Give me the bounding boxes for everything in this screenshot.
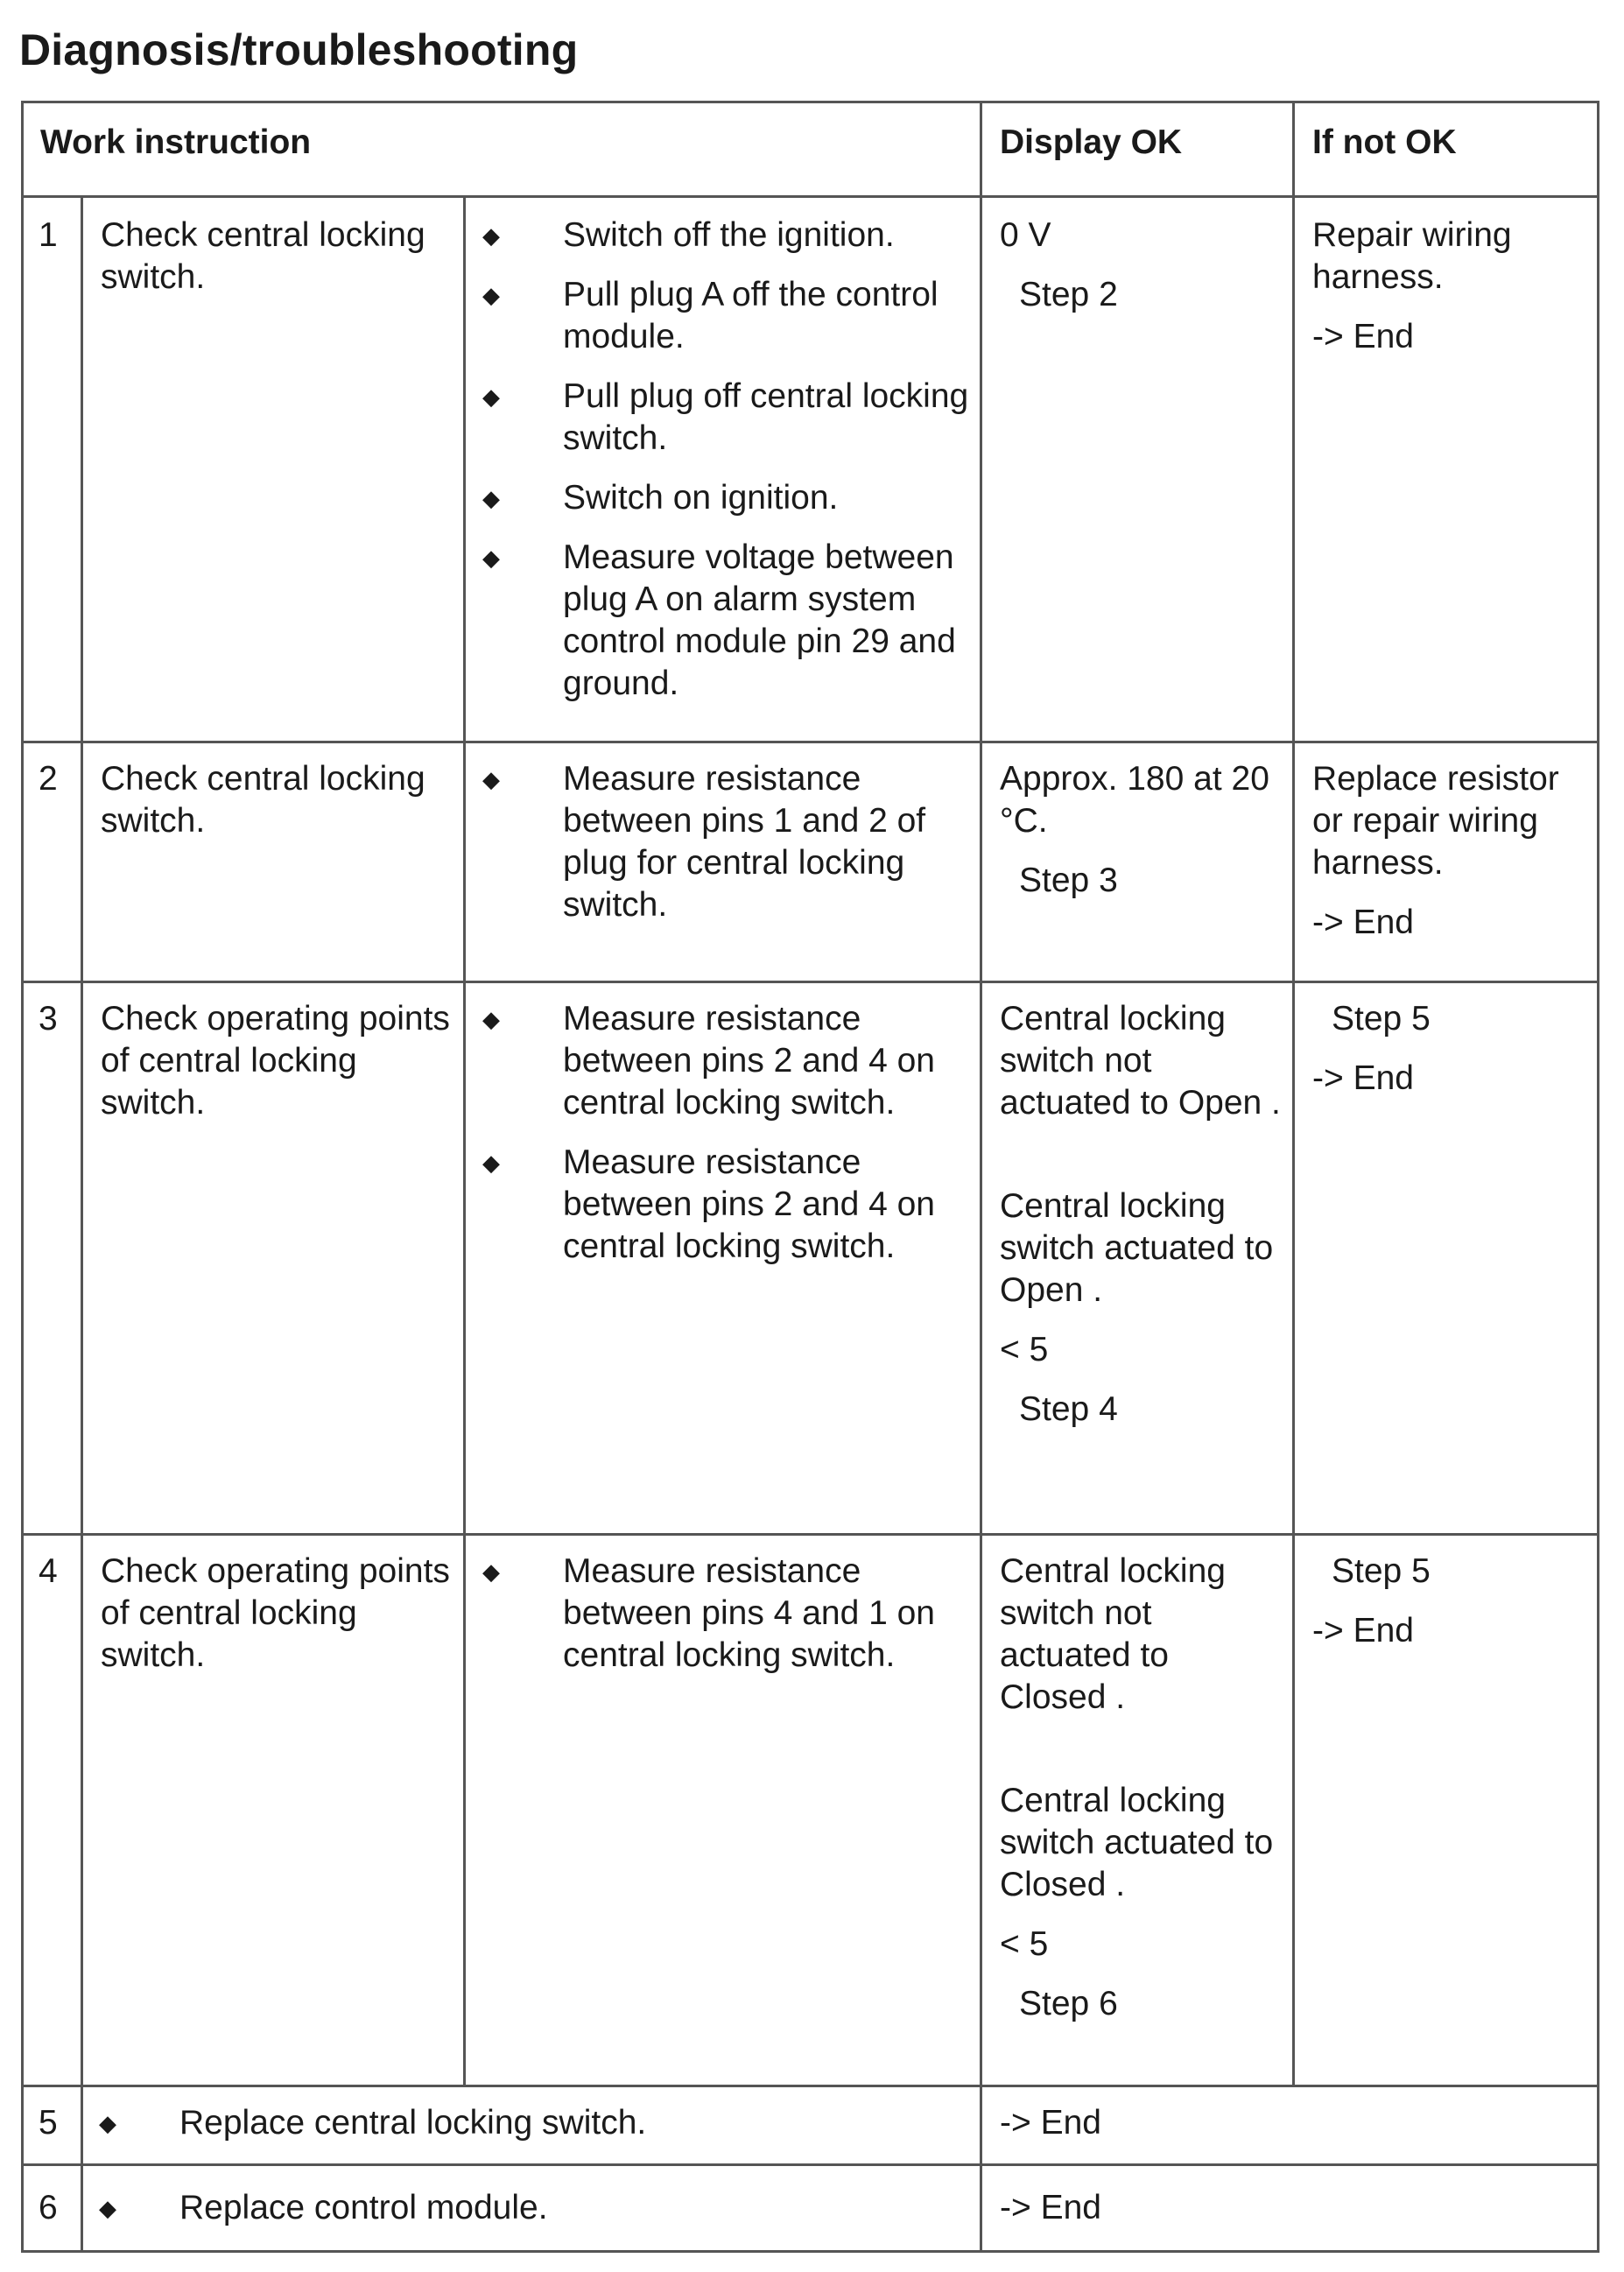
display-condition: Central locking switch not actuated to Closed . — [1000, 1552, 1226, 1716]
display-condition: Central locking switch actuated to Closed . — [1000, 1782, 1274, 1903]
display-ok-cell — [1000, 1551, 1284, 2025]
page-title: Diagnosis/troubleshooting — [19, 25, 579, 74]
row-number: 5 — [39, 2104, 58, 2142]
header-display-ok: Display OK — [1000, 123, 1183, 161]
row-divider — [21, 2163, 1599, 2166]
instruction-step: Switch on ignition. — [563, 479, 839, 517]
row-divider — [21, 2085, 1599, 2087]
check-description: Check operating points of central locking switch. — [101, 1000, 450, 1122]
row-number: 1 — [39, 216, 58, 254]
display-value: < 5 — [1000, 1331, 1049, 1368]
bullet-icon: ◆ — [482, 383, 500, 410]
row-number: 6 — [39, 2189, 58, 2226]
remedy-text: Step 5 — [1332, 1552, 1431, 1590]
instruction-step: Switch off the ignition. — [563, 216, 895, 254]
bullet-icon: ◆ — [482, 1558, 500, 1585]
action-result: -> End — [1000, 2104, 1101, 2142]
column-divider — [1292, 101, 1295, 2087]
next-step: Step 6 — [1019, 1985, 1118, 2022]
remedy-next: -> End — [1312, 318, 1414, 355]
instruction-step: Measure resistance between pins 2 and 4 on central locking switch. — [563, 1143, 936, 1265]
bullet-icon: ◆ — [482, 1150, 500, 1176]
remedy-text: Step 5 — [1332, 1000, 1431, 1038]
row-number: 2 — [39, 760, 58, 798]
row-number: 4 — [39, 1552, 58, 1590]
instruction-step: Pull plug off central locking switch. — [563, 377, 969, 457]
header-if-not-ok: If not OK — [1312, 123, 1457, 161]
bullet-icon: ◆ — [482, 282, 500, 308]
bullet-icon: ◆ — [482, 545, 500, 571]
display-condition: Central locking switch actuated to Open . — [1000, 1187, 1274, 1309]
table-border-left — [21, 101, 24, 2253]
column-divider — [980, 101, 982, 2253]
display-ok-cell — [1000, 215, 1280, 316]
if-not-ok-cell — [1312, 215, 1584, 358]
remedy-next: -> End — [1312, 904, 1414, 941]
remedy-text: Repair wiring harness. — [1312, 216, 1512, 296]
bullet-icon: ◆ — [482, 485, 500, 511]
check-description: Check central locking switch. — [101, 216, 425, 296]
action-result: -> End — [1000, 2189, 1101, 2226]
row-divider — [21, 981, 1599, 983]
instruction-step: Measure resistance between pins 2 and 4 on central locking switch. — [563, 1000, 936, 1122]
if-not-ok-cell — [1312, 998, 1584, 1100]
display-value: 0 V — [1000, 216, 1051, 254]
troubleshooting-table — [21, 101, 1599, 2253]
if-not-ok-cell — [1312, 1551, 1584, 1652]
remedy-text: Replace resistor or repair wiring harness. — [1312, 760, 1559, 882]
action-text: Replace control module. — [179, 2189, 548, 2226]
bullet-icon: ◆ — [99, 2195, 116, 2221]
display-value: Approx. 180 at 20 °C. — [1000, 760, 1269, 840]
display-ok-cell — [1000, 998, 1284, 1431]
instruction-step: Measure voltage between plug A on alarm system control module pin 29 and ground. — [563, 538, 956, 702]
row-divider — [21, 1533, 1599, 1536]
bullet-icon: ◆ — [482, 222, 500, 249]
table-border-top — [21, 101, 1599, 103]
bullet-icon: ◆ — [482, 766, 500, 792]
display-condition: Central locking switch not actuated to Open . — [1000, 1000, 1281, 1122]
bullet-icon: ◆ — [99, 2110, 116, 2136]
instruction-step: Measure resistance between pins 4 and 1 on central locking switch. — [563, 1552, 936, 1674]
column-divider — [81, 195, 83, 2253]
header-work-instruction: Work instruction — [40, 123, 312, 161]
check-description: Check operating points of central locking switch. — [101, 1552, 450, 1674]
table-border-bottom — [21, 2250, 1599, 2253]
if-not-ok-cell — [1312, 758, 1584, 944]
display-ok-cell — [1000, 758, 1280, 902]
next-step: Step 2 — [1019, 276, 1118, 313]
next-step: Step 3 — [1019, 862, 1118, 899]
next-step: Step 4 — [1019, 1390, 1118, 1428]
action-text: Replace central locking switch. — [179, 2104, 647, 2142]
header-divider — [21, 195, 1599, 198]
instruction-step: Measure resistance between pins 1 and 2 of plug for central locking switch. — [563, 760, 926, 924]
check-description: Check central locking switch. — [101, 760, 425, 840]
row-number: 3 — [39, 1000, 58, 1038]
table-border-right — [1597, 101, 1599, 2253]
row-divider — [21, 741, 1599, 743]
remedy-next: -> End — [1312, 1059, 1414, 1097]
bullet-icon: ◆ — [482, 1006, 500, 1032]
column-divider — [463, 195, 466, 2087]
display-value: < 5 — [1000, 1925, 1049, 1963]
remedy-next: -> End — [1312, 1612, 1414, 1649]
instruction-step: Pull plug A off the control module. — [563, 276, 939, 355]
